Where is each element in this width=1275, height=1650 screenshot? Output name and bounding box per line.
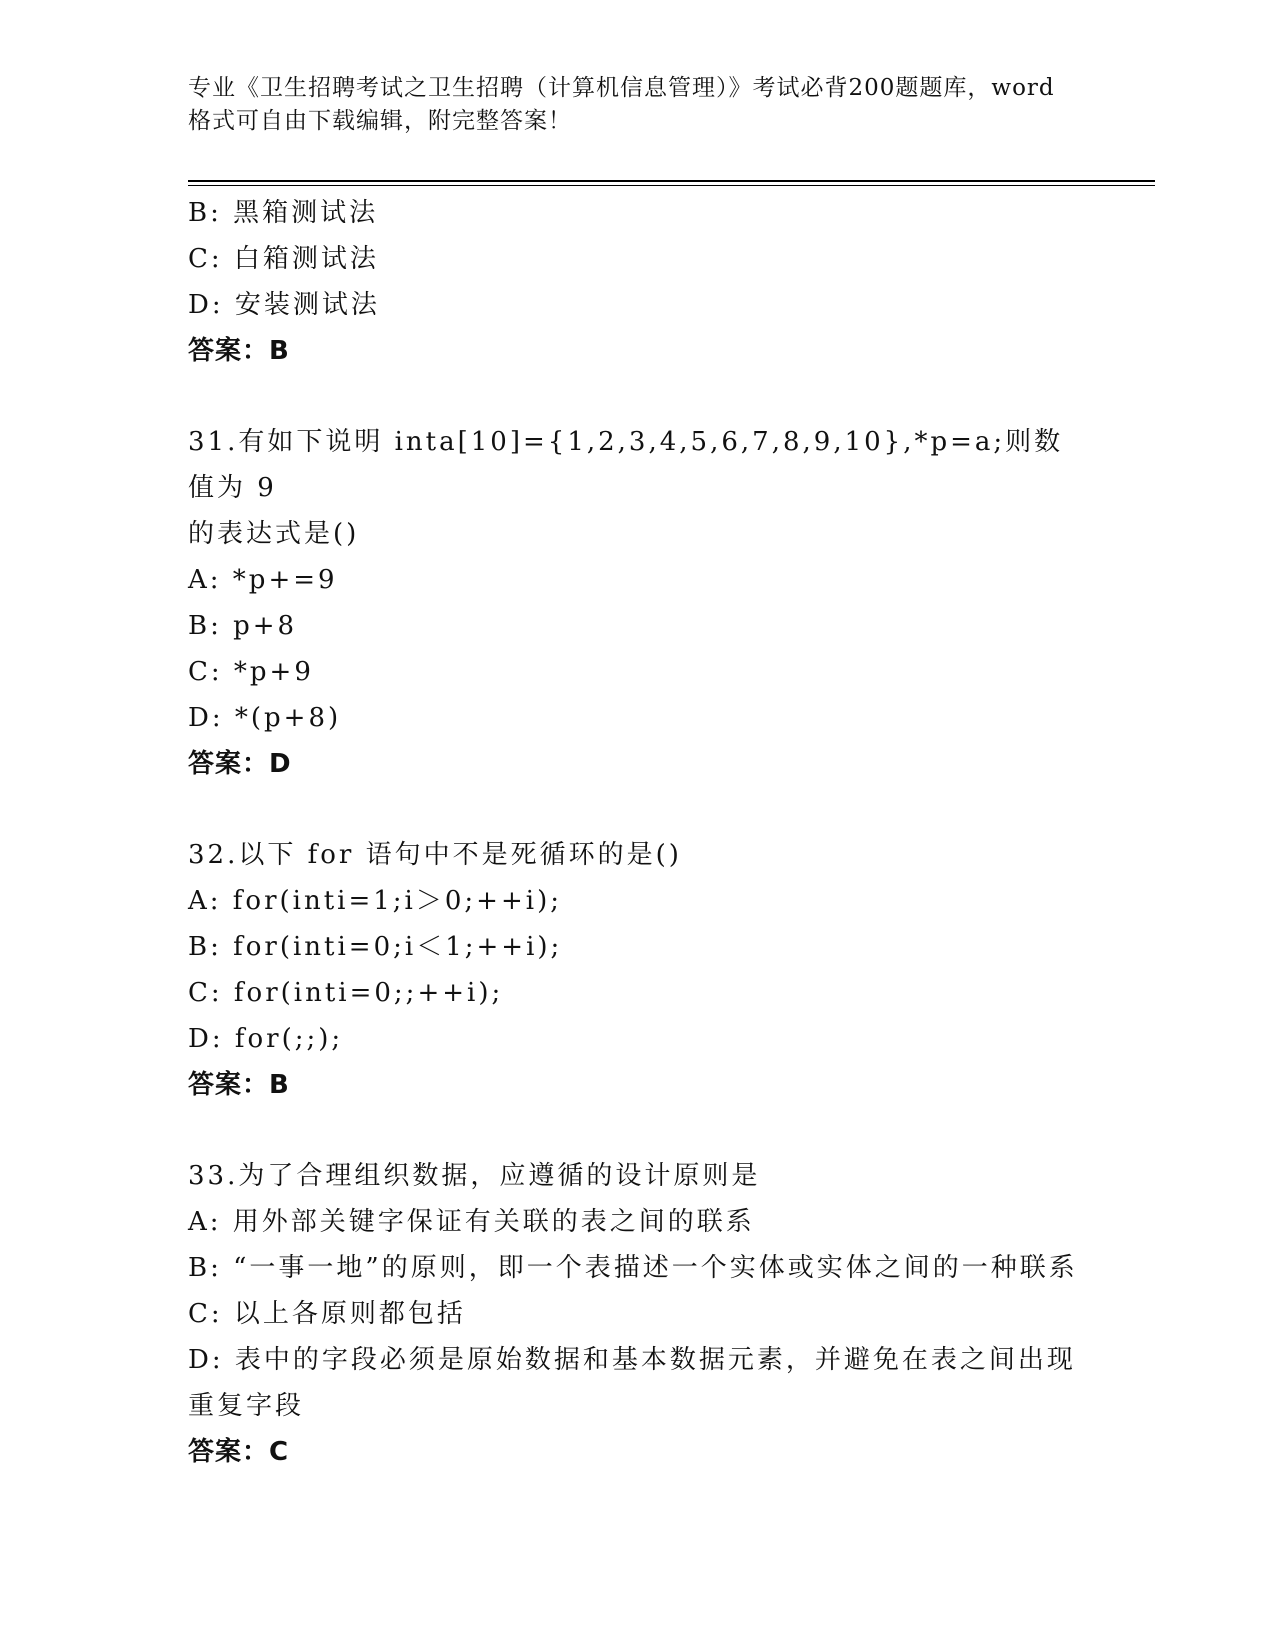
header-line-1: 专业《卫生招聘考试之卫生招聘（计算机信息管理）》考试必背200题题库，word <box>188 75 1055 101</box>
answer-label: 答案：C <box>188 1437 290 1467</box>
option-a: A: 用外部关键字保证有关联的表之间的联系 <box>188 1207 755 1237</box>
header-line-2: 格式可自由下载编辑，附完整答案！ <box>188 108 572 134</box>
option-d: D: 安装测试法 <box>188 290 380 320</box>
answer-label: 答案：B <box>188 1070 290 1100</box>
question-stem: 31.有如下说明 inta[10]={1,2,3,4,5,6,7,8,9,10},*p=a;则数值为 9 <box>188 427 1064 503</box>
option-b: B: p+8 <box>188 611 298 641</box>
option-b: B: for(inti=0;i＜1;++i); <box>188 932 563 962</box>
question-block-33 <box>188 1153 1088 1475</box>
question-stem: 32.以下 for 语句中不是死循环的是() <box>188 840 682 870</box>
option-b: B: 黑箱测试法 <box>188 198 379 228</box>
option-d: D: for(;;); <box>188 1024 344 1054</box>
question-stem-continued: 的表达式是() <box>188 519 360 549</box>
option-d: D: *(p+8) <box>188 703 342 733</box>
question-block-32 <box>188 832 1088 1108</box>
option-c: C: 白箱测试法 <box>188 244 379 274</box>
answer-label: 答案：D <box>188 749 292 779</box>
question-stem: 33.为了合理组织数据，应遵循的设计原则是 <box>188 1161 761 1191</box>
option-a: A: for(inti=1;i＞0;++i); <box>188 886 562 916</box>
answer-label: 答案：B <box>188 336 290 366</box>
option-a: A: *p+=9 <box>188 565 338 595</box>
option-d: D: 表中的字段必须是原始数据和基本数据元素，并避免在表之间出现重复字段 <box>188 1345 1076 1421</box>
document-header <box>188 72 1088 138</box>
header-divider-thin <box>188 185 1155 186</box>
question-list <box>188 190 1088 1475</box>
option-c: C: 以上各原则都包括 <box>188 1299 466 1329</box>
option-b: B: “一事一地”的原则，即一个表描述一个实体或实体之间的一种联系 <box>188 1253 1078 1283</box>
question-block-31 <box>188 419 1088 787</box>
header-divider-thick <box>188 180 1155 182</box>
question-block-prev <box>188 190 1088 374</box>
option-c: C: for(inti=0;;++i); <box>188 978 504 1008</box>
option-c: C: *p+9 <box>188 657 314 687</box>
